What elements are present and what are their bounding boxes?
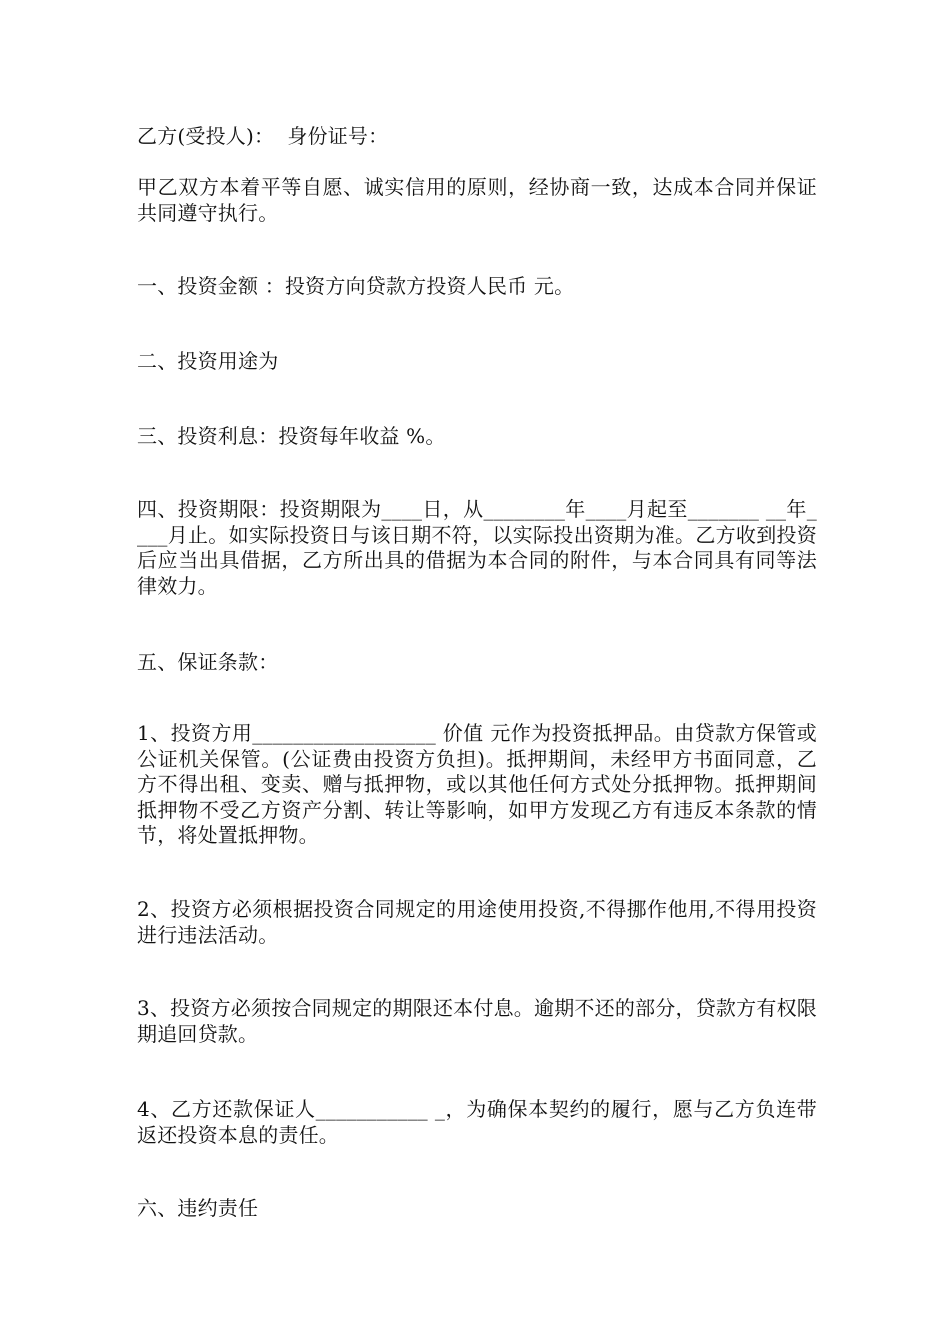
- clause-2-investment-purpose: 二、投资用途为: [137, 349, 279, 373]
- guarantee-item-3-repayment: 3、投资方必须按合同规定的期限还本付息。逾期不还的部分，贷款方有权限期追回贷款。: [137, 996, 817, 1046]
- guarantee-item-4-guarantor: 4、乙方还款保证人___________ _，为确保本契约的履行，愿与乙方负连带返还投资本息的责任。: [137, 1097, 817, 1147]
- clause-5-guarantee-heading: 五、保证条款：: [137, 650, 279, 674]
- clause-1-investment-amount: 一、投资金额 ：投资方向贷款方投资人民币 元。: [137, 274, 575, 298]
- guarantee-item-2-use-of-funds: 2、投资方必须根据投资合同规定的用途使用投资,不得挪作他用,不得用投资进行违法活动。: [137, 897, 817, 947]
- preamble-paragraph: 甲乙双方本着平等自愿、诚实信用的原则，经协商一致，达成本合同并保证共同遵守执行。: [137, 175, 817, 225]
- clause-4-investment-term: 四、投资期限：投资期限为____日，从________年____月起至_______ __年____月止。如实际投资日与该日期不符，以实际投出资期为准。乙方收到投资后应当出具借据，乙方所出具的借据为本合同的附件，与本合同具有同等法律效力。: [137, 497, 817, 598]
- clause-3-investment-interest: 三、投资利息：投资每年收益 %。: [137, 424, 446, 448]
- party-b-line: 乙方(受投人)： 身份证号：: [137, 124, 389, 148]
- guarantee-item-1-collateral: 1、投资方用__________________ 价值 元作为投资抵押品。由贷款方保管或公证机关保管。(公证费由投资方负担)。抵押期间，未经甲方书面同意，乙方不得出租、变卖、赠与抵押物，或以其他任何方式处分抵押物。抵押期间抵押物不受乙方资产分割、转让等影响，如甲方发现乙方有违反本条款的情节，将处置抵押物。: [137, 721, 817, 847]
- clause-6-breach-heading: 六、违约责任: [137, 1196, 259, 1220]
